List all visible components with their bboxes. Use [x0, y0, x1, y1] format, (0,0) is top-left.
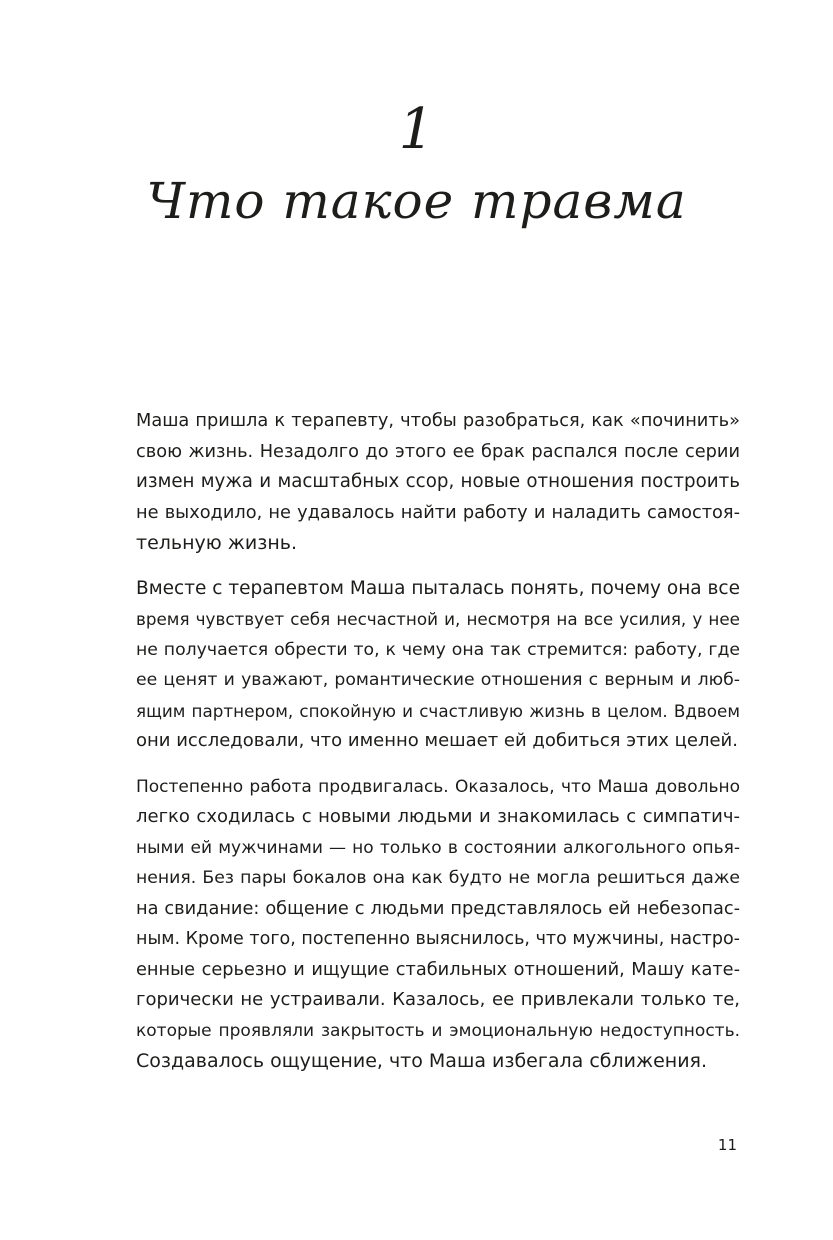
text-line: измен мужа и масштабных ссор, новые отношения построить — [136, 471, 740, 492]
text-line: время чувствует себя несчастной и, несмотря на все усилия, у нее — [136, 609, 740, 629]
chapter-number: 1 — [398, 97, 435, 162]
text-line: они исследовали, что именно мешает ей добиться этих целей. — [136, 730, 738, 751]
text-line: свою жизнь. Незадолго до этого ее брак распался после серии — [136, 441, 740, 462]
text-line: которые проявляли закрытость и эмоциональную недоступность. — [136, 1020, 740, 1041]
text-line: ее ценят и уважают, романтические отношения с верным и люб- — [136, 670, 740, 690]
text-line: ным. Кроме того, постепенно выяснилось, что мужчины, настро- — [136, 929, 740, 949]
paragraph-2 — [136, 574, 740, 757]
text-line: легко сходилась с новыми людьми и знакомилась с симпатич- — [136, 806, 740, 827]
text-line: не выходило, не удавалось найти работу и наладить самостоя- — [136, 502, 740, 523]
body-text — [136, 406, 740, 1092]
text-line: Вместе с терапевтом Маша пыталась понять, почему она все — [136, 577, 740, 599]
text-line: Маша пришла к терапевту, чтобы разобраться, как «починить» — [136, 411, 740, 431]
text-line: не получается обрести то, к чему она так стремится: работу, где — [136, 639, 740, 660]
chapter-title: Что такое травма — [146, 172, 687, 230]
text-line: нения. Без пары бокалов она как будто не могла решиться даже — [136, 868, 740, 888]
paragraph-3 — [136, 772, 740, 1077]
text-line: на свидание: общение с людьми представлялось ей небезопас- — [136, 898, 740, 919]
paragraph-1 — [136, 406, 740, 559]
text-line: ящим партнером, спокойную и счастливую жизнь в целом. Вдвоем — [136, 700, 740, 721]
text-line: Постепенно работа продвигалась. Оказалось, что Маша довольно — [136, 776, 740, 797]
text-line: енные серьезно и ищущие стабильных отношений, Машу кате- — [136, 959, 740, 980]
text-line: ными ей мужчинами — но только в состоянии алкогольного опья- — [136, 837, 740, 858]
text-line: тельную жизнь. — [136, 532, 298, 554]
page-number: 11 — [717, 1136, 737, 1154]
text-line: горически не устраивали. Казалось, ее привлекали только те, — [136, 989, 740, 1010]
text-line: Создавалось ощущение, что Маша избегала сближения. — [136, 1050, 708, 1072]
